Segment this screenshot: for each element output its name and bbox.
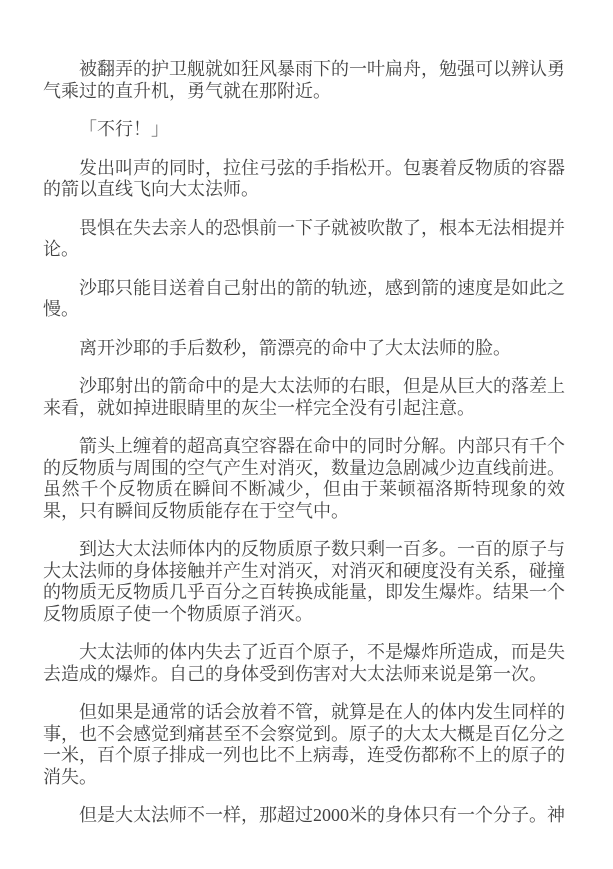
paragraph-12: 但是大太法师不一样，那超过2000米的身体只有一个分子。神 — [79, 805, 565, 825]
paragraph-07: 沙耶射出的箭命中的是大太法师的右眼，但是从巨大的落差上来看，就如掉进眼睛里的灰尘一样完全没有引起注意。 — [43, 376, 565, 418]
paragraph-06: 离开沙耶的手后数秒，箭漂亮的命中了大太法师的脸。 — [79, 337, 511, 358]
paragraph-01: 被翻弄的护卫舰就如狂风暴雨下的一叶扁舟，勉强可以辨认勇气乘过的直升机，勇气就在那附近。 — [43, 59, 565, 101]
paragraph-05: 沙耶只能目送着自己射出的箭的轨迹，感到箭的速度是如此之慢。 — [43, 277, 565, 319]
paragraph-08: 箭头上缠着的超高真空容器在命中的同时分解。内部只有千个的反物质与周围的空气产生对消灭，数量边急剧减少边直线前进。虽然千个反物质在瞬间不断减少，但由于莱顿福洛斯特现象的效果，只有瞬间反物质能存在于空气中。 — [43, 436, 565, 521]
paragraph-02-dialogue: 「不行！」 — [79, 119, 169, 139]
paragraph-11: 但如果是通常的话会放着不管，就算是在人的体内发生同样的事，也不会感觉到痛甚至不会察觉到。原子的大太大概是百亿分之一米，百个原子排成一列也比不上病毒，连受伤都称不上的原子的消失。 — [43, 702, 565, 787]
paragraph-03: 发出叫声的同时，拉住弓弦的手指松开。包裹着反物质的容器的箭以直线飞向大太法师。 — [43, 157, 565, 199]
paragraph-10: 大太法师的体内失去了近百个原子，不是爆炸所造成，而是失去造成的爆炸。自己的身体受到伤害对大太法师来说是第一次。 — [43, 642, 565, 684]
paragraph-04: 畏惧在失去亲人的恐惧前一下子就被吹散了，根本无法相提并论。 — [43, 217, 565, 259]
text-column — [43, 59, 565, 844]
paragraph-09: 到达大太法师体内的反物质原子数只剩一百多。一百的原子与大太法师的身体接触并产生对消灭，对消灭和硬度没有关系，碰撞的物质无反物质几乎百分之百转换成能量，即发生爆炸。结果一个反物质原子使一个物质原子消灭。 — [43, 539, 565, 624]
